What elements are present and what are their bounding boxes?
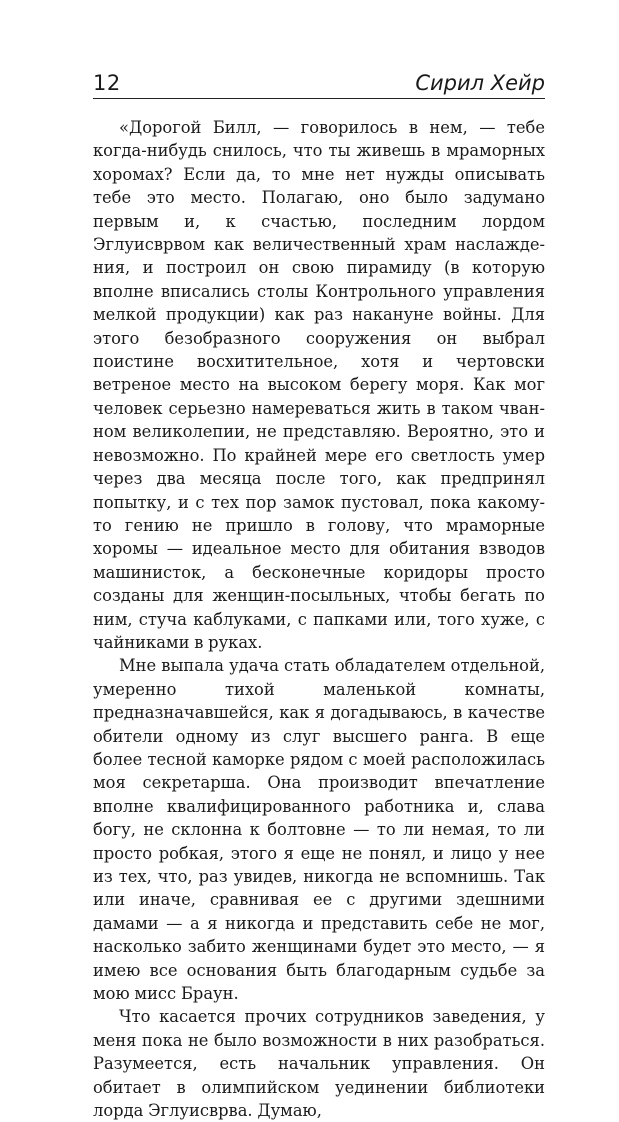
- paragraph-2: Мне выпала удача стать обладателем отдельной, умеренно тихой маленькой комнаты, предназначавшейся, как я догадываюсь, в качестве обители одному из слуг высшего ранга. В еще более тесной каморке рядом с моей расположилась моя секретарша. Она производит впечатление вполне квалифицированного работника и, слава богу, не склонна к болтовне — то ли немая, то ли просто робкая, этого я еще не понял, и лицо у нее из тех, что, раз увидев, никогда не вспомнишь. Так или иначе, сравнивая ее с другими здешними дамами — а я никогда и представить себе не мог, насколько забито женщинами будет это место, — я имею все основания быть благодарным судьбе за мою мисс Браун.: [93, 656, 545, 1004]
- paragraph-3: Что касается прочих сотрудников заведения, у меня пока не было возможности в них разобраться. Разумеется, есть начальник управления. Он обитает в олимпийском уединении библиотеки лорда Эглуисврва. Думаю,: [93, 1007, 545, 1121]
- paragraph-1: «Дорогой Билл, — говорилось в нем, — тебе когда-нибудь снилось, что ты живешь в мраморных хоромах? Если да, то мне нет нужды описывать тебе это место. Полагаю, оно было задумано первым и, к счастью, последним лордом Эглуисврвом как величественный храм наслаждения, и построил он свою пирамиду (в которую вполне вписались столы Контрольного управления мелкой продукции) как раз накануне войны. Для этого безобразного сооружения он выбрал поистине восхитительное, хотя и чертовски ветреное место на высоком берегу моря. Как мог человек серьезно намереваться жить в таком чванном великолепии, не представляю. Вероятно, это и невозможно. По крайней мере его светлость умер через два месяца после того, как предпринял попытку, и с тех пор замок пустовал, пока какому-то гению не пришло в голову, что мраморные хоромы — идеальное место для обитания взводов машинисток, а бесконечные коридоры просто созданы для женщин-посыльных, чтобы бегать по ним, стуча каблуками, с папками или, того хуже, с чайниками в руках.: [93, 118, 545, 652]
- book-page: [93, 68, 545, 1122]
- running-head: [93, 68, 545, 99]
- page-number: 12: [93, 71, 121, 95]
- running-title: Сирил Хейр: [415, 71, 545, 95]
- body-text: [93, 116, 545, 1122]
